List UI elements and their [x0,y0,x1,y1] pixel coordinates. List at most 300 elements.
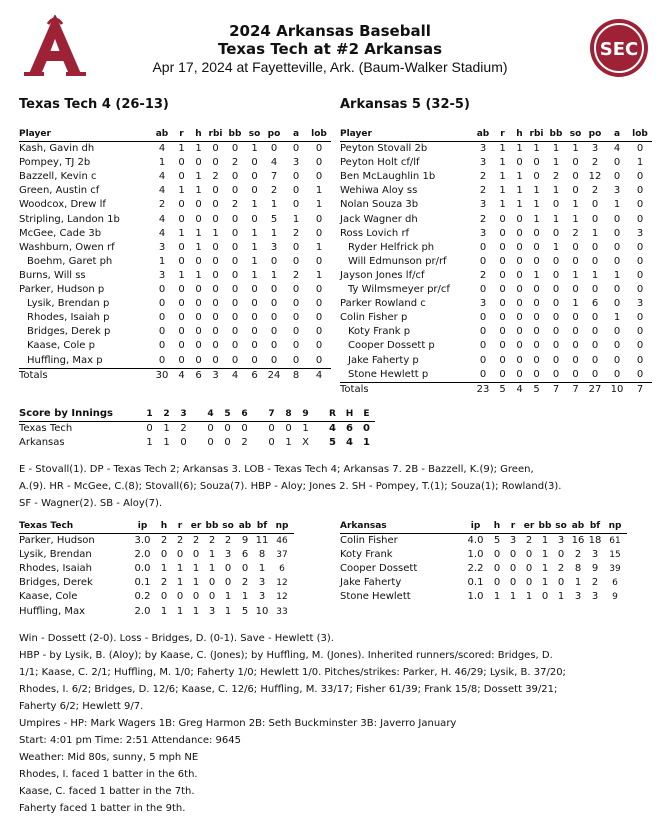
pitcher-name: Kaase, Cole [19,591,78,603]
stat-cell: 2 [572,227,579,239]
totals-cell: 30 [155,369,169,381]
stat-cell: 0 [178,171,185,183]
table-row [19,562,294,576]
stat-cell: 1 [552,241,560,253]
player-name: Ross Lovich rf [340,227,410,239]
stat-cell: 2 [479,185,487,197]
stat-cell: 1 [195,269,202,281]
totals-cell: 4 [516,383,523,395]
stat-cell: 0 [292,185,300,197]
stat-cell: 0 [493,549,501,561]
innings-heading: Score by Innings [19,407,141,422]
weather: Weather: Mid 80s, sunny, 5 mph NE [19,752,199,763]
player-name: Cooper Dossett p [348,340,435,352]
inning-header: 2 [158,407,175,422]
stat-cell: 0 [292,326,300,338]
notes-line: E - Stovall(1). DP - Texas Tech 2; Arkansas 3. LOB - Texas Tech 4; Arkansas 7. 2B - Bazzell, K.(9); Green, [19,464,534,475]
stat-cell: 0 [231,171,239,183]
stat-cell: 1 [499,199,506,211]
stat-cell: 3.0 [134,535,151,547]
player-name: Jack Wagner dh [340,213,418,225]
stat-cell: 1 [533,199,540,211]
stat-cell: 7 [270,171,278,183]
stat-cell: 1 [178,269,185,281]
stat-cell: 6 [612,578,618,589]
stat-cell: 0 [591,199,599,211]
stat-cell: 0 [613,340,621,352]
stat-cell: 0 [533,340,540,352]
inning-score: 0 [363,423,370,434]
inning-score: 0 [207,423,214,434]
stat-cell: 16 [571,535,585,547]
stat-cell: 0 [231,340,239,352]
stat-cell: 0 [251,284,258,296]
stat-cell: 0 [516,213,523,225]
stat-cell: 1 [557,591,565,603]
stat-cell: 0 [231,143,239,155]
stat-cell: 4 [158,227,166,239]
stat-cell: 0 [176,549,184,561]
stat-cell: 0 [178,241,185,253]
column-header: ab [236,519,254,534]
stat-cell: 0 [270,298,278,310]
stat-cell: 12 [276,578,288,589]
player-name: Lysik, Brendan p [27,298,110,310]
totals-cell: 5 [533,383,540,395]
stat-cell: 0 [212,199,219,211]
player-name: McGee, Cade 3b [19,227,102,239]
stat-cell: 0 [208,591,216,603]
inning-header [314,407,324,422]
stat-cell: 2 [292,227,300,239]
stat-cell: 0 [494,368,511,383]
stat-cell: 0 [315,255,323,267]
decisions-line: Faherty 6/2; Hewlett 9/7. [19,701,144,712]
totals-cell: 27 [588,383,602,395]
stat-cell: 0 [591,354,599,366]
column-header: po [584,127,606,142]
stat-cell: 0 [636,269,644,281]
stat-cell: 3 [479,227,487,239]
inning-score: 1 [302,423,309,434]
stat-cell: 0 [315,157,323,169]
column-header: Player [19,127,151,142]
table-row [19,354,331,369]
table-row [19,548,294,562]
stat-cell: 0 [516,255,523,267]
stat-cell: 1 [158,157,166,169]
stat-cell: 1 [241,591,249,603]
inning-score: X [302,437,309,448]
stat-cell: 3 [258,577,266,589]
stat-cell: 1 [541,577,549,589]
stat-cell: 0 [516,241,523,253]
stat-cell: 1 [192,577,200,589]
stat-cell: 0 [606,368,628,383]
stat-cell: 0 [499,340,506,352]
table-row [340,255,652,269]
stat-cell: 0 [315,312,323,324]
stat-cell: 0 [195,326,202,338]
pitcher-name: Lysik, Brendan [19,549,92,561]
stat-cell: 9 [241,535,249,547]
stat-cell: 61 [609,536,621,547]
stat-cell: 3 [258,591,266,603]
stat-cell: 0 [212,143,219,155]
stat-cell: 0 [636,185,644,197]
stat-cell: 2 [591,577,599,589]
stat-cell: 0 [178,213,185,225]
stat-cell: 0 [572,255,579,267]
stat-cell: 0 [552,227,560,239]
stat-cell: 0 [158,284,166,296]
stat-cell: 0 [315,284,323,296]
stat-cell: 0 [160,549,168,561]
stat-cell: 0 [516,269,523,281]
column-header: po [263,127,285,142]
stat-cell: 1 [270,269,278,281]
team-name: Texas Tech [19,423,73,434]
stat-cell: 0 [572,326,579,338]
stat-cell: 0 [572,312,579,324]
stat-cell: 0 [572,284,579,296]
stat-cell: 0 [636,284,644,296]
stat-cell: 0 [315,326,323,338]
stat-cell: 0 [516,326,523,338]
stat-cell: 0 [224,354,246,369]
pitcher-note: Rhodes, I. faced 1 batter in the 6th. [19,769,198,780]
stat-cell: 0 [212,185,219,197]
stat-cell: 0 [572,354,579,366]
pitcher-name: Parker, Hudson [19,535,95,547]
stat-cell: 0 [251,298,258,310]
home-team-heading: Arkansas 5 (32-5) [340,97,470,112]
stat-cell: 1 [208,549,216,561]
stat-cell: 1 [178,143,185,155]
stat-cell: 0 [479,326,487,338]
stat-cell: 0 [636,241,644,253]
stat-cell: 1 [251,241,258,253]
stat-cell: 1 [493,591,501,603]
stat-cell: 1 [552,143,560,155]
inning-score: 4 [329,423,336,434]
stat-cell: 1 [533,143,540,155]
stat-cell: 2 [192,535,200,547]
stat-cell: 3 [613,185,621,197]
stat-cell: 0 [178,298,185,310]
umpires: Umpires - HP: Mark Wagers 1B: Greg Harmon 2B: Seth Buckminster 3B: Javerro January [19,718,457,729]
totals-label: Totals [340,383,369,395]
column-header: bb [537,519,553,534]
stat-cell: 1 [533,269,540,281]
stat-cell: 0 [533,227,540,239]
stat-cell: 0 [499,269,506,281]
game-info [19,715,644,817]
table-row [19,283,331,297]
stat-cell: 0 [591,312,599,324]
game-notes [19,461,644,512]
inning-score [314,422,324,437]
inning-header: 7 [263,407,280,422]
stat-cell: 1 [315,269,323,281]
stat-cell: 0.1 [467,577,484,589]
start-time-attendance: Start: 4:01 pm Time: 2:51 Attendance: 9645 [19,735,241,746]
stat-cell: 0 [315,143,323,155]
stat-cell: 1 [541,563,549,575]
stat-cell: 1 [208,563,216,575]
team-name: Arkansas [19,437,65,448]
stat-cell: 0 [195,157,202,169]
totals-cell: 7 [636,383,644,395]
stat-cell: 0 [557,549,565,561]
stat-cell: 0 [178,340,185,352]
table-header-row [340,519,627,534]
totals-row [19,368,331,383]
stat-cell: 0 [292,298,300,310]
column-header: bf [587,519,603,534]
stat-cell: 0 [178,199,185,211]
totals-cell: 8 [292,369,300,381]
stat-cell: 1 [251,227,258,239]
column-header: ip [462,519,489,534]
stat-cell: 2 [160,577,168,589]
totals-cell: 7 [552,383,560,395]
table-row [340,156,652,170]
stat-cell: 4.0 [467,535,484,547]
stat-cell: 5 [241,605,249,617]
stat-cell: 0 [151,354,173,369]
stat-cell: 0 [270,312,278,324]
player-name: Boehm, Garet ph [27,255,113,267]
stat-cell: 0 [158,298,166,310]
report-title: 2024 Arkansas Baseball [229,22,431,40]
stat-cell: 1 [224,605,232,617]
stat-cell: 0 [315,227,323,239]
stat-cell: 0 [613,227,621,239]
inning-score: 0 [285,423,292,434]
sec-logo-text: SEC [599,39,639,60]
stat-cell: 0 [178,157,185,169]
player-name: Will Edmunson pr/rf [348,255,447,267]
column-header: r [173,127,190,142]
stat-cell: 2 [574,549,582,561]
stat-cell: 2 [212,171,219,183]
stat-cell: 0 [567,368,584,383]
column-header: r [494,127,511,142]
score-by-innings-table [19,407,375,450]
inning-header: 6 [236,407,253,422]
inning-score: 0 [224,437,231,448]
table-row [340,184,652,198]
stat-cell: 0 [292,143,300,155]
stat-cell: 2 [591,157,599,169]
table-row [340,311,652,325]
table-row [19,269,331,283]
stat-cell: 0 [552,269,560,281]
stat-cell: 0 [499,241,506,253]
inning-header: 9 [297,407,314,422]
stat-cell: 0 [533,298,540,310]
stat-cell: 0.2 [134,591,151,603]
notes-line: A.(9). HR - McGee, C.(8); Stovall(6); Souza(7). HBP - Aloy; Jones 2. SH - Pompey, T.(1); Souza(1); Rowland(3). [19,481,562,492]
stat-cell: 0 [509,549,517,561]
stat-cell: 2 [557,563,565,575]
stat-cell: 0 [195,213,202,225]
totals-cell: 23 [476,383,490,395]
stat-cell: 0 [552,354,560,366]
table-row [340,227,652,241]
totals-cell: 4 [231,369,239,381]
stat-cell: 0 [499,298,506,310]
stat-cell: 1 [499,171,506,183]
stat-cell: 1 [572,298,579,310]
stat-cell: 0 [516,312,523,324]
stat-cell: 1 [613,269,621,281]
table-row [340,339,652,353]
table-row [19,142,331,157]
totals-cell: 24 [267,369,281,381]
stat-cell: 0 [516,340,523,352]
table-row [340,142,652,157]
stat-cell: 0 [251,157,258,169]
stat-cell: 0 [493,577,501,589]
table-row [340,576,627,590]
column-header: lob [307,127,331,142]
player-name: Wehiwa Aloy ss [340,185,418,197]
stat-cell: 1 [251,255,258,267]
column-header: rbi [528,127,545,142]
stat-cell: 1 [591,269,599,281]
column-header: Arkansas [340,519,462,534]
stat-cell: 1 [160,563,168,575]
stat-cell: 0 [224,563,232,575]
table-row [19,436,375,450]
stat-cell: 0 [636,255,644,267]
stat-cell: 0 [525,563,533,575]
inning-score [253,436,263,450]
home-batting-table [340,127,652,397]
player-name: Jayson Jones lf/cf [340,269,425,281]
column-header: np [270,519,294,534]
stat-cell: 0 [479,241,487,253]
stat-cell: 1 [533,185,540,197]
column-header: ip [129,519,156,534]
table-row [340,590,627,604]
inning-score: 0 [180,437,187,448]
stat-cell: 0 [557,577,565,589]
stat-cell: 0 [251,312,258,324]
column-header: h [511,127,528,142]
player-name: Bridges, Derek p [27,326,111,338]
stat-cell: 0 [493,563,501,575]
decisions-line: HBP - by Lysik, B. (Aloy); by Kaase, C. (Jones); by Huffling, M. (Jones). Inherited runners/scored: Bridges, D. [19,650,553,661]
stat-cell: 1.0 [467,591,484,603]
table-row [19,339,331,353]
stat-cell: 0 [208,577,216,589]
stat-cell: 2 [525,535,533,547]
stat-cell: 1 [315,199,323,211]
stat-cell: 0 [545,368,567,383]
stat-cell: 0 [178,284,185,296]
stat-cell: 0 [241,563,249,575]
stat-cell: 0 [315,298,323,310]
player-name: Parker, Hudson p [19,284,105,296]
stat-cell: 6 [279,564,285,575]
stat-cell: 3 [479,157,487,169]
stat-cell: 0 [292,241,300,253]
stat-cell: 0 [195,255,202,267]
totals-row [340,382,652,397]
stat-cell: 0 [591,326,599,338]
stat-cell: 0 [552,340,560,352]
stat-cell: 3 [158,241,166,253]
stat-cell: 0 [516,227,523,239]
player-name: Rhodes, Isaiah p [27,312,110,324]
stat-cell: 0 [516,298,523,310]
stat-cell: 39 [609,564,621,575]
stat-cell: 0 [178,312,185,324]
stat-cell: 1 [552,213,560,225]
stat-cell: 0 [499,227,506,239]
stat-cell: 0 [636,213,644,225]
stat-cell: 0 [292,199,300,211]
stat-cell: 0 [270,143,278,155]
stat-cell: 0 [572,340,579,352]
stat-cell: 0 [231,312,239,324]
player-name: Koty Frank p [348,326,411,338]
inning-header: 5 [219,407,236,422]
stat-cell: 0 [636,143,644,155]
stat-cell: 0 [525,549,533,561]
stat-cell: 4 [158,143,166,155]
table-header-row [340,127,652,142]
stat-cell: 0 [591,241,599,253]
column-header: np [603,519,627,534]
inning-score [314,436,324,450]
stat-cell: 1 [192,605,200,617]
totals-cell: 4 [315,369,323,381]
stat-cell: 1 [516,171,523,183]
stat-cell: 1 [176,563,184,575]
away-pitching-table [19,519,294,619]
player-name: Burns, Will ss [19,269,86,281]
table-row [340,368,652,383]
stat-cell: 2 [270,185,278,197]
table-row [19,576,294,590]
column-header: r [505,519,521,534]
stat-cell: 0 [207,354,224,369]
stat-cell: 6 [591,298,599,310]
inning-score: 0 [268,437,275,448]
stat-cell: 1 [258,563,266,575]
stat-cell: 0 [231,227,239,239]
stat-cell: 0 [251,185,258,197]
inning-header: 4 [202,407,219,422]
pitching-decisions [19,630,644,715]
stat-cell: 1 [499,143,506,155]
stat-cell: 0 [292,312,300,324]
table-row [340,534,627,549]
column-header: Player [340,127,472,142]
table-row [340,213,652,227]
pitcher-name: Stone Hewlett [340,591,411,603]
stat-cell: 1 [176,605,184,617]
stat-cell: 0 [591,340,599,352]
player-name: Washburn, Owen rf [19,241,115,253]
stat-cell: 4 [158,171,166,183]
inning-score: 4 [346,437,353,448]
stat-cell: 1 [591,227,599,239]
